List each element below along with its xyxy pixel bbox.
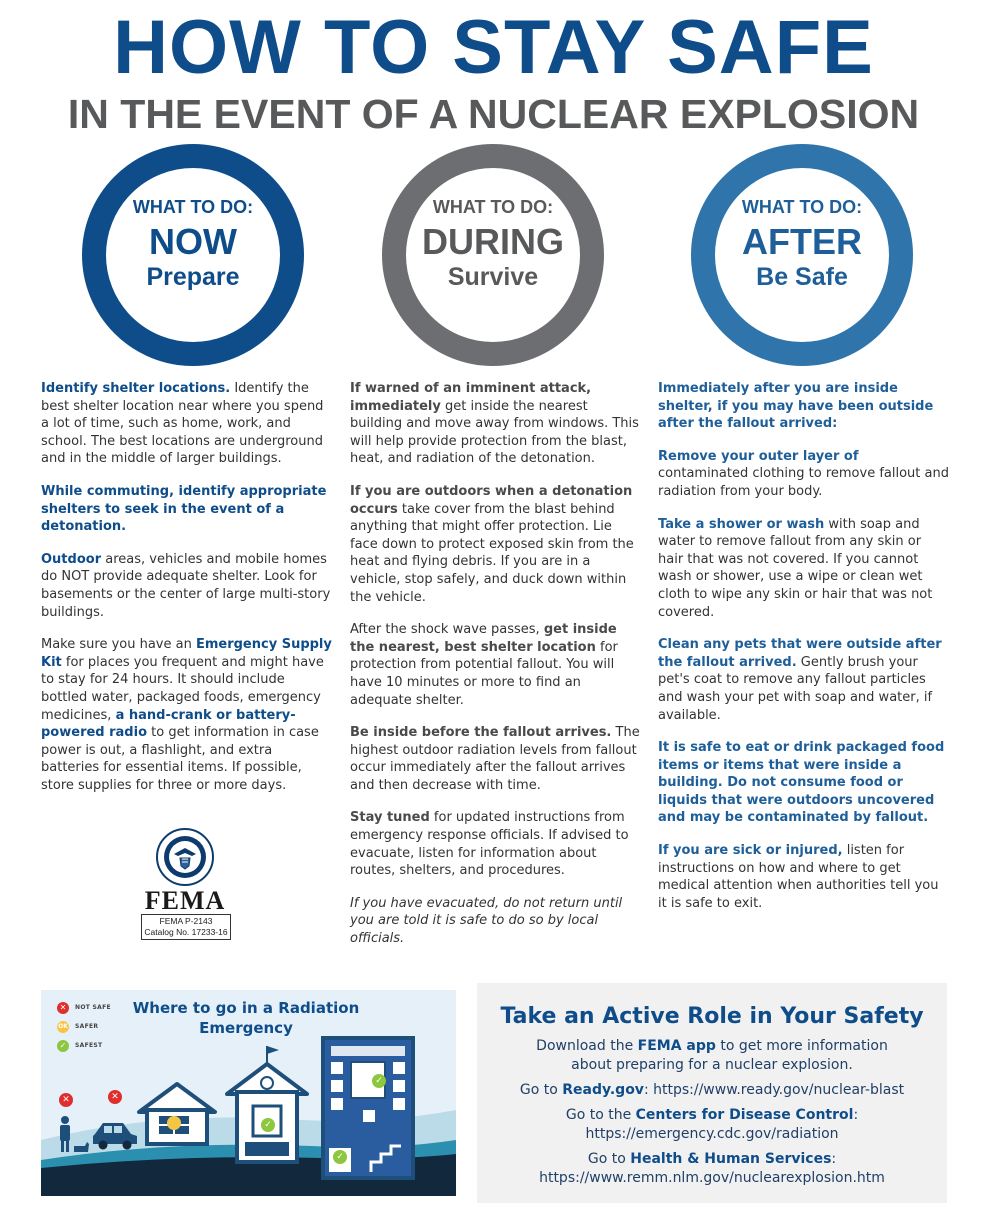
safer-icon — [167, 1116, 181, 1130]
paragraph: While commuting, identify appropriate shelters to seek in the event of a detonation. — [41, 483, 327, 535]
paragraph: Immediately after you are inside shelter, if you may have been outside after the fallout arrived: — [658, 381, 934, 432]
safest-icon: ✓ — [57, 1040, 69, 1052]
prepare-column — [41, 380, 333, 809]
cdc-line: Go to the Centers for Disease Control: — [565, 1107, 859, 1123]
stage-title: DURING — [422, 221, 564, 262]
paragraph: After the shock wave passes, get inside the nearest, best shelter location for protection from potential fallout. You will have 10 minutes or more to find an adequate shelter. — [350, 622, 618, 708]
safety-legend — [57, 998, 111, 1055]
legend-safer — [57, 1017, 111, 1036]
cdc-url[interactable]: https://emergency.cdc.gov/radiation — [585, 1126, 839, 1142]
ready-gov-link[interactable]: Ready.gov — [562, 1082, 644, 1098]
legend-label: SAFEST — [75, 1042, 103, 1049]
school-icon — [227, 1046, 307, 1162]
paragraph: Stay tuned for updated instructions from emergency response officials. If advised to evacuate, listen for information about routes, shelters, and procedures. — [350, 810, 629, 879]
stage-label: WHAT TO DO: — [741, 197, 863, 217]
stage-after-pointer — [786, 346, 818, 366]
paragraph: If you have evacuated, do not return until you are told it is safe to do so by local officials. — [350, 895, 623, 947]
catalog-box — [141, 914, 231, 940]
hhs-link[interactable]: Health & Human Services — [630, 1151, 832, 1167]
stage-title: NOW — [149, 221, 237, 262]
hhs-line: Go to Health & Human Services: — [587, 1151, 837, 1167]
stage-label: WHAT TO DO: — [432, 197, 554, 217]
fema-app-line: Download the FEMA app to get more information about preparing for a nuclear explosion. — [536, 1038, 888, 1073]
legend-safest — [57, 1036, 111, 1055]
not-safe-icon: ✕ — [108, 1090, 122, 1104]
stage-now-ring — [82, 144, 304, 366]
paragraph: If you are sick or injured, listen for instructions on how and where to get medical attention when authorities tell you it is safe to exit. — [658, 843, 939, 911]
safest-icon: ✓ — [372, 1074, 386, 1088]
ready-gov-line: Go to Ready.gov: https://www.ready.gov/nuclear-blast — [519, 1082, 905, 1098]
hhs-url[interactable]: https://www.remm.nlm.gov/nuclearexplosion.htm — [539, 1170, 885, 1186]
paragraph: Be inside before the fallout arrives. The highest outdoor radiation levels from fallout occur immediately after the fallout arrives and then decrease with time. — [350, 725, 640, 793]
paragraph: If you are outdoors when a detonation occurs take cover from the blast behind anything that might offer protection. Lie face down to protect exposed skin from the heat and flying debris. If you are in a vehicle, stop safely, and duck down within the vehicle. — [350, 483, 634, 605]
stage-during-pointer — [477, 346, 509, 366]
paragraph: Make sure you have an Emergency Supply Kit for places you frequent and might have to stay for 24 hours. It should include bottled water, packaged foods, emergency medicines, a hand-crank or battery-powered radio to get information in case power is out, a flashlight, and extra batteries for essential items. If possible, store supplies for three or more days. — [41, 637, 332, 793]
stage-during-ring — [382, 144, 604, 366]
page-subtitle: IN THE EVENT OF A NUCLEAR EXPLOSION — [67, 91, 920, 137]
paragraph: It is safe to eat or drink packaged food items or items that were inside a building. Do not consume food or liquids that were outdoors uncovered and may be contaminated by fallout. — [658, 740, 945, 826]
page-title: HOW TO STAY SAFE — [113, 5, 874, 90]
be-safe-column — [658, 380, 950, 927]
not-safe-icon: ✕ — [57, 1002, 69, 1014]
catalog-number: Catalog No. 17233-16 — [144, 927, 228, 937]
radiation-shelter-graphic — [41, 990, 456, 1196]
active-role-title: Take an Active Role in Your Safety — [500, 1004, 924, 1029]
stage-subtitle: Be Safe — [756, 263, 848, 291]
paragraph: Clean any pets that were outside after the fallout arrived. Gently brush your pet's coat to remove any fallout particles and wash your pet with soap and water, if available. — [658, 637, 942, 723]
stage-label: WHAT TO DO: — [132, 197, 254, 217]
legend-not-safe — [57, 998, 111, 1017]
fema-app-link[interactable]: FEMA app — [637, 1038, 716, 1054]
paragraph: If warned of an imminent attack, immediately get inside the nearest building and move away from windows. This will help provide protection from the blast, heat, and radiation of the detonation. — [350, 381, 639, 467]
legend-label: NOT SAFE — [75, 1004, 111, 1011]
legend-label: SAFER — [75, 1023, 99, 1030]
paragraph: Identify shelter locations. Identify the best shelter location near where you spend a lot of time, such as home, work, and school. The best locations are underground and in the middle of larger buildings. — [41, 381, 324, 467]
paragraph: Remove your outer layer of contaminated clothing to remove fallout and radiation from your body. — [658, 448, 949, 499]
not-safe-icon: ✕ — [59, 1093, 73, 1107]
survive-column — [350, 380, 642, 963]
stage-subtitle: Prepare — [146, 263, 240, 291]
fema-code: FEMA P-2143 — [159, 916, 213, 926]
stage-after-ring — [691, 144, 913, 366]
fema-logo-text: FEMA — [144, 886, 226, 915]
stage-title: AFTER — [742, 221, 862, 262]
active-role-panel — [477, 983, 947, 1203]
stage-subtitle: Survive — [447, 263, 539, 291]
cdc-link[interactable]: Centers for Disease Control — [635, 1107, 854, 1123]
where-to-go-title: Where to go in a Radiation Emergency — [132, 999, 360, 1037]
paragraph: Outdoor areas, vehicles and mobile homes do NOT provide adequate shelter. Look for basements or the center of large multi-story buildings. — [41, 551, 331, 620]
paragraph: Take a shower or wash with soap and water to remove fallout from any skin or hair that was not covered. If you cannot wash or shower, use a wipe or clean wet cloth to wipe any skin or hair that was not covered. — [658, 516, 933, 620]
safer-icon: OK — [57, 1021, 69, 1033]
house-icon — [139, 1084, 215, 1144]
dhs-seal-icon — [156, 828, 214, 886]
stage-now-pointer — [169, 346, 201, 366]
safest-icon: ✓ — [261, 1118, 275, 1132]
safest-icon: ✓ — [333, 1150, 347, 1164]
